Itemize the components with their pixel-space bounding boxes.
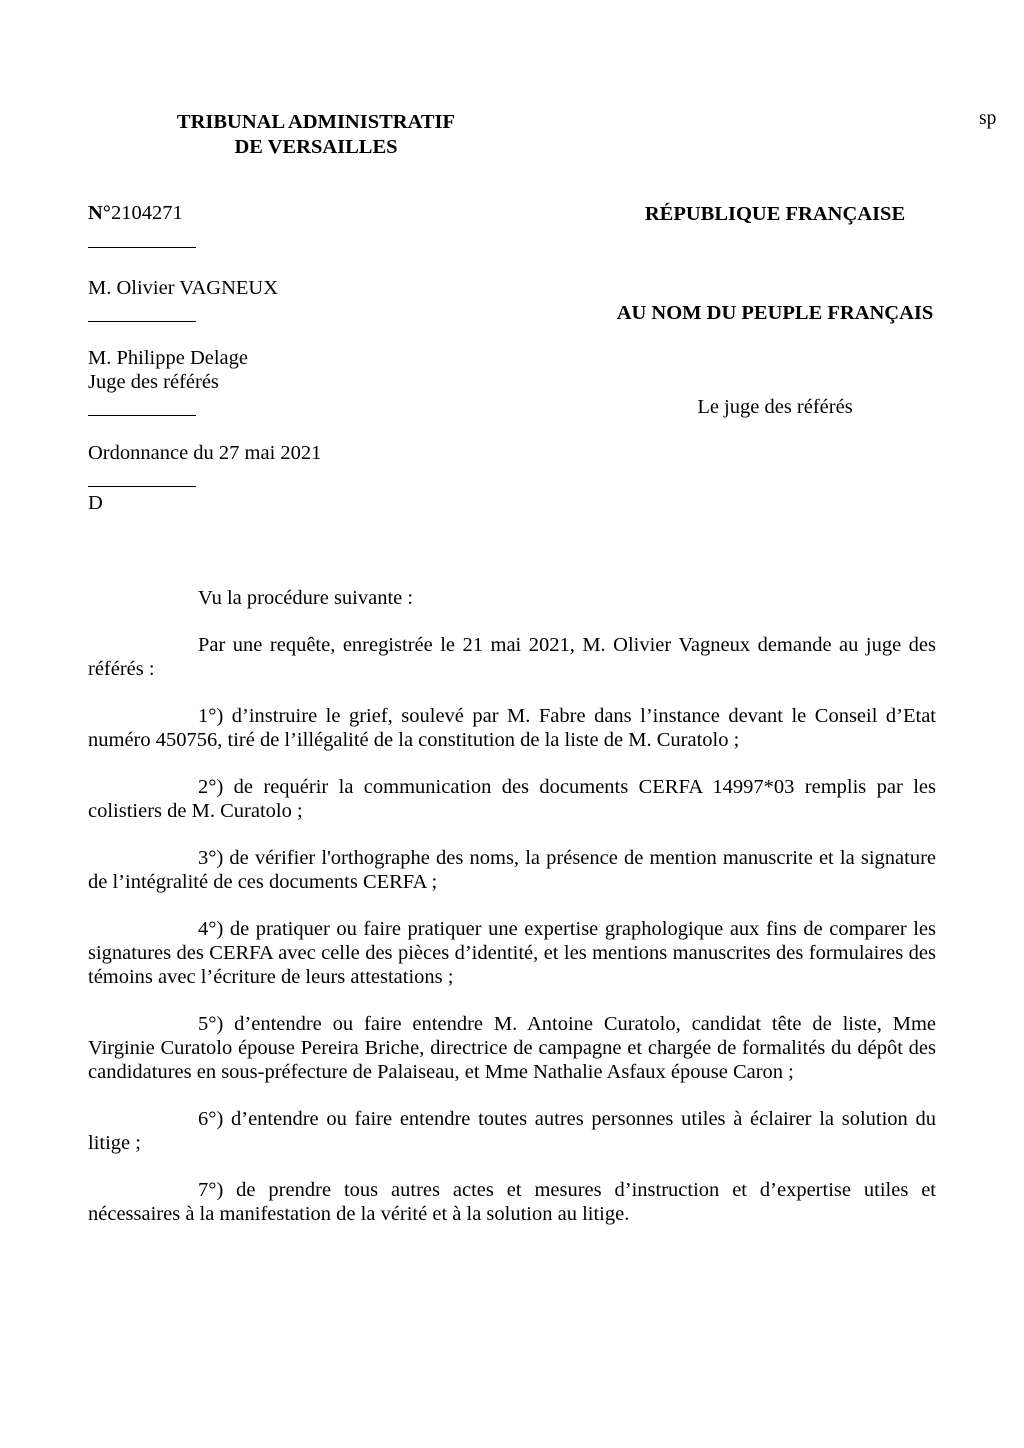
- judge-block: [88, 346, 248, 394]
- separator-line: [88, 486, 196, 487]
- separator-line: [88, 415, 196, 416]
- applicant-name: M. Olivier VAGNEUX: [88, 277, 279, 299]
- judge-title: Juge des référés: [88, 371, 219, 393]
- order-date: Ordonnance du 27 mai 2021: [88, 442, 322, 464]
- court-name: [88, 110, 544, 160]
- body-paragraph: 2°) de requérir la communication des documents CERFA 14997*03 remplis par les colistiers de M. Curatolo ;: [88, 776, 936, 822]
- republic-motto: AU NOM DU PEUPLE FRANÇAIS: [616, 302, 934, 324]
- typist-initials: sp: [979, 108, 997, 129]
- body-paragraph: 6°) d’entendre ou faire entendre toutes autres personnes utiles à éclairer la solution du litige ;: [88, 1108, 936, 1154]
- case-number-prefix: N°: [88, 202, 112, 224]
- case-number-value: 2104271: [111, 202, 183, 224]
- body-paragraph: 4°) de pratiquer ou faire pratiquer une expertise graphologique aux fins de comparer les signatures des CERFA avec celle des pièces d’identité, et les mentions manuscrites des formulaires des témoins avec l’écriture de leurs attestations ;: [88, 918, 936, 988]
- body-paragraph: Par une requête, enregistrée le 21 mai 2021, M. Olivier Vagneux demande au juge des référés :: [88, 634, 936, 680]
- body-paragraph: 7°) de prendre tous autres actes et mesures d’instruction et d’expertise utiles et nécessaires à la manifestation de la vérité et à la solution au litige.: [88, 1179, 936, 1225]
- ordinance-body: [88, 586, 936, 1249]
- classification-letter: D: [88, 492, 103, 514]
- separator-line: [88, 247, 196, 248]
- judge-name: M. Philippe Delage: [88, 347, 248, 369]
- judge-role-line: Le juge des référés: [697, 396, 853, 418]
- body-paragraph: Vu la procédure suivante :: [198, 587, 414, 609]
- republic-title: RÉPUBLIQUE FRANÇAISE: [644, 203, 906, 225]
- body-paragraph: 1°) d’instruire le grief, soulevé par M. Fabre dans l’instance devant le Conseil d’Etat numéro 450756, tiré de l’illégalité de la constitution de la liste de M. Curatolo ;: [88, 705, 936, 751]
- court-name-line2: DE VERSAILLES: [234, 136, 398, 158]
- body-paragraph: 5°) d’entendre ou faire entendre M. Antoine Curatolo, candidat tête de liste, Mme Virginie Curatolo épouse Pereira Briche, directrice de campagne et chargée de formalités du dépôt des candidatures en sous-préfecture de Palaiseau, et Mme Nathalie Asfaux épouse Caron ;: [88, 1013, 936, 1083]
- body-paragraph: 3°) de vérifier l'orthographe des noms, la présence de mention manuscrite et la signature de l’intégralité de ces documents CERFA ;: [88, 847, 936, 893]
- court-name-line1: TRIBUNAL ADMINISTRATIF: [176, 111, 456, 133]
- separator-line: [88, 321, 196, 322]
- case-number: [88, 201, 183, 225]
